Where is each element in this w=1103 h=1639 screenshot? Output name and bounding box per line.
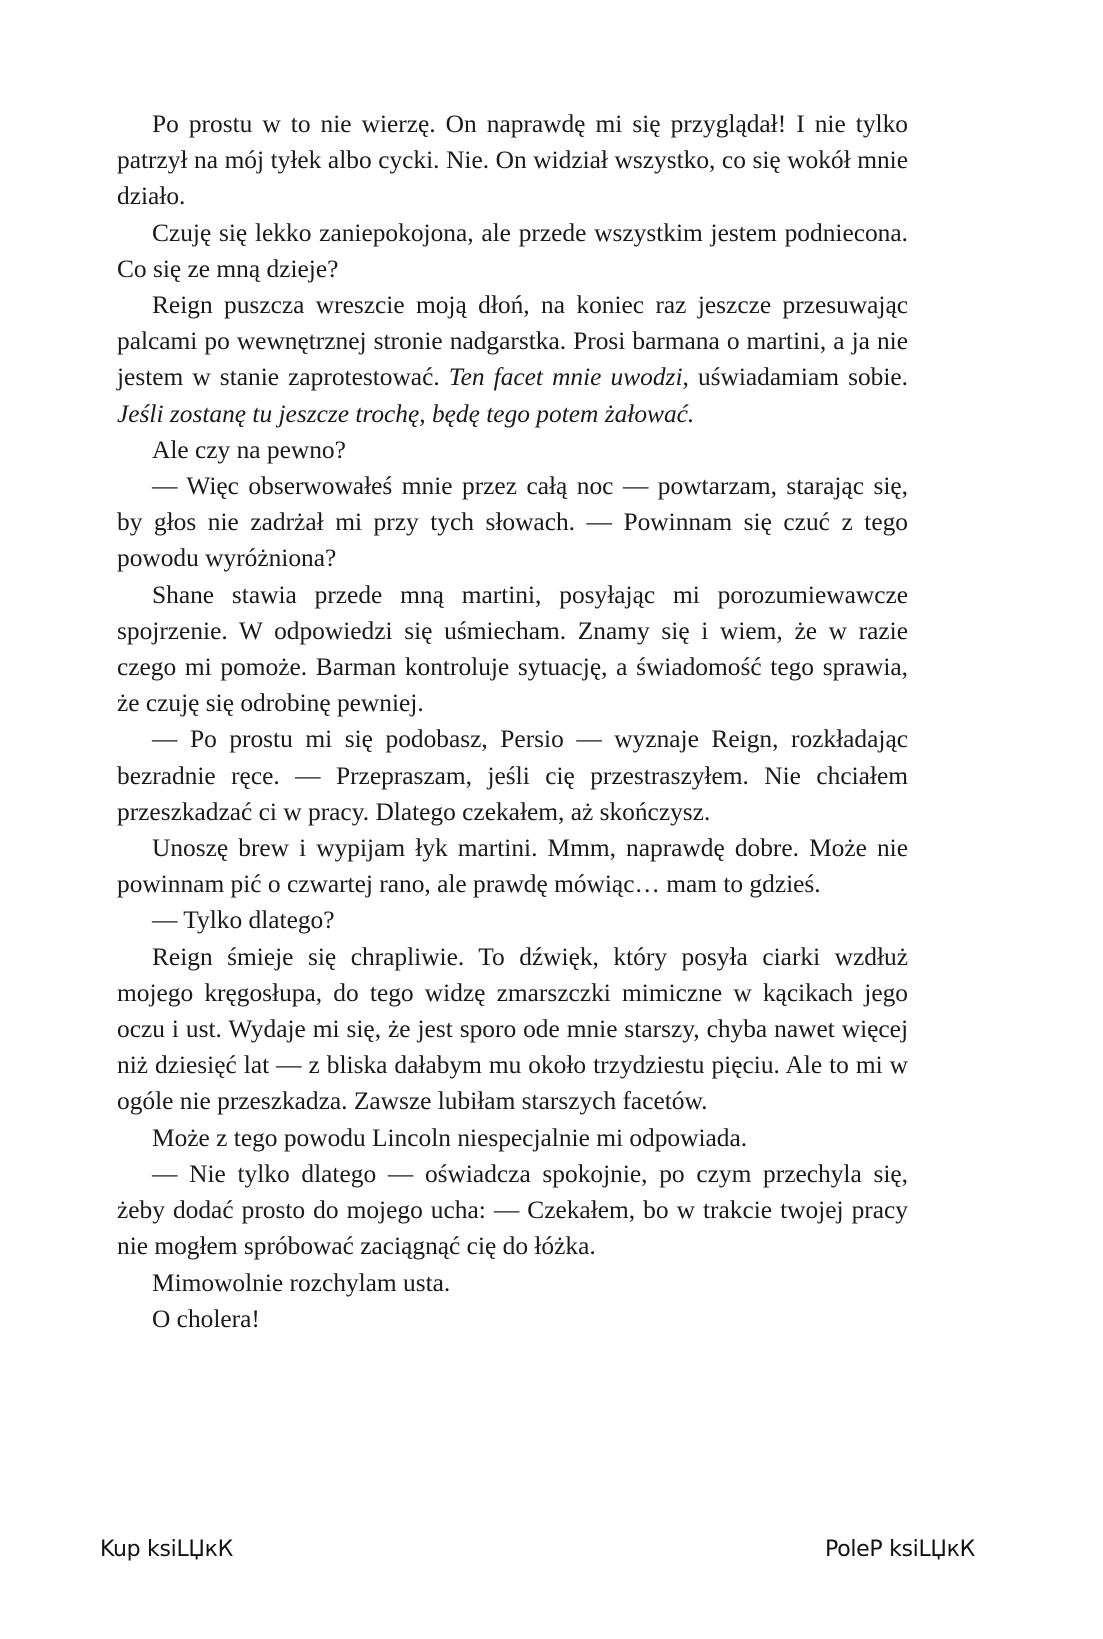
text-run: Reign puszcza wreszcie moją dłoń, na koniec raz jeszcze przesuwając palcami po wewnętrznej stronie nadgarstka. Prosi barmana o martini, a ja nie jestem w stanie zaprotestować. (117, 291, 908, 392)
recommend-book-link[interactable]: PoleP ksiLЏкК (825, 1537, 975, 1562)
paragraph (117, 1301, 908, 1337)
paragraph (117, 432, 908, 468)
paragraph (117, 1120, 908, 1156)
book-page-body (117, 106, 908, 1337)
text-run: O cholera! (152, 1304, 260, 1333)
paragraph (117, 721, 908, 830)
buy-book-link[interactable]: Kup ksiLЏкК (100, 1537, 233, 1562)
text-run: — Więc obserwowałeś mnie przez całą noc — powtarzam, starając się, by głos nie zadrżał mi przy tych słowach. — Powinnam się czuć z tego powodu wyróżniona? (117, 472, 908, 573)
text-run: Unoszę brew i wypijam łyk martini. Mmm, naprawdę dobre. Może nie powinnam pić o czwartej rano, ale prawdę mówiąc… mam to gdzieś. (117, 834, 908, 899)
paragraph (117, 1156, 908, 1265)
paragraph (117, 287, 908, 432)
text-run: Shane stawia przede mną martini, posyłając mi porozumiewawcze spojrzenie. W odpowiedzi się uśmiecham. Znamy się i wiem, że w razie czego mi pomoże. Barman kontroluje sytuację, a świadomość tego sprawia, że czuję się odrobinę pewniej. (117, 580, 908, 718)
paragraph (117, 215, 908, 287)
text-run: Czuję się lekko zaniepokojona, ale przede wszystkim jestem podniecona. Co się ze mną dzieje? (117, 218, 908, 283)
paragraph (117, 106, 908, 215)
paragraph (117, 830, 908, 902)
text-run: Mimowolnie rozchylam usta. (152, 1268, 451, 1297)
text-run: — Po prostu mi się podobasz, Persio — wyznaje Reign, rozkładając bezradnie ręce. — Przepraszam, jeśli cię przestraszyłem. Nie chciałem przeszkadzać ci w pracy. Dlatego czekałem, aż skończysz. (117, 725, 908, 826)
text-run: Po prostu w to nie wierzę. On naprawdę mi się przyglądał! I nie tylko patrzył na mój tyłek albo cycki. Nie. On widział wszystko, co się wokół mnie działo. (117, 110, 908, 211)
text-run: — Nie tylko dlatego — oświadcza spokojnie, po czym przechyla się, żeby dodać prosto do mojego ucha: — Czekałem, bo w trakcie twojej pracy nie mogłem spróbować zaciągnąć cię do łóżka. (117, 1159, 908, 1261)
text-run: , uświadamiam sobie. (682, 363, 909, 392)
text-run: Może z tego powodu Lincoln niespecjalnie mi odpowiada. (152, 1123, 748, 1152)
italic-text-run: Jeśli zostanę tu jeszcze trochę, będę tego potem żałować. (117, 399, 695, 428)
paragraph (117, 577, 908, 722)
paragraph (117, 1265, 908, 1301)
paragraph (117, 902, 908, 938)
text-run: Ale czy na pewno? (152, 435, 346, 464)
text-run: — Tylko dlatego? (152, 906, 335, 935)
italic-text-run: Ten facet mnie uwodzi (448, 363, 683, 392)
paragraph (117, 939, 908, 1120)
paragraph (117, 468, 908, 577)
text-run: Reign śmieje się chrapliwie. To dźwięk, który posyła ciarki wzdłuż mojego kręgosłupa, do tego widzę zmarszczki mimiczne w kącikach jego oczu i ust. Wydaje mi się, że jest sporo ode mnie starszy, chyba nawet więcej niż dziesięć lat — z bliska dałabym mu około trzydziestu pięciu. Ale to mi w ogóle nie przeszkadza. Zawsze lubiłam starszych facetów. (117, 942, 908, 1116)
